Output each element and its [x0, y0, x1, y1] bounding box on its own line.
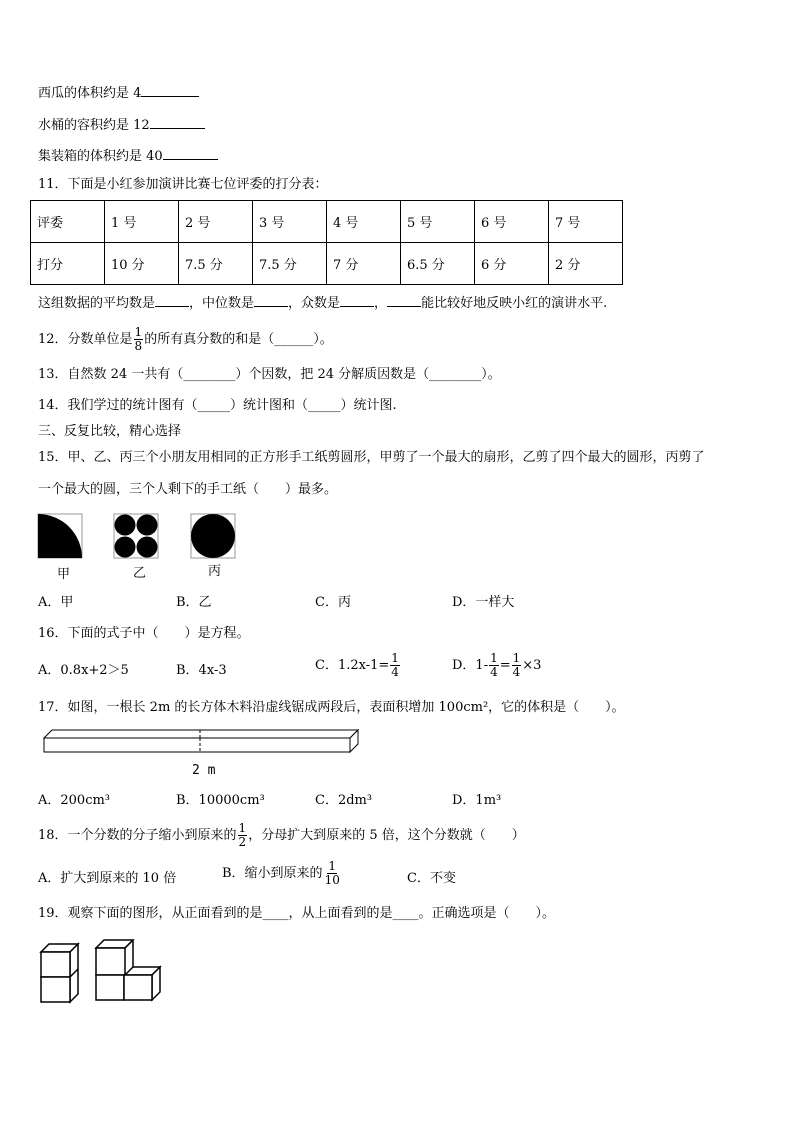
fraction-denominator: 4	[490, 665, 498, 679]
option-b[interactable]: B．10000cm³	[176, 793, 265, 808]
q11-question	[38, 293, 607, 313]
q11-text: ，	[374, 296, 388, 311]
q12-line	[38, 326, 333, 353]
answer-blank[interactable]	[254, 293, 288, 307]
two-cube-column	[41, 944, 78, 1002]
wood-beam-figure	[40, 726, 362, 756]
table-cell: 6.5 分	[401, 243, 475, 285]
score-table	[30, 200, 623, 285]
q12-text: 的所有真分数的和是（______）。	[144, 332, 333, 347]
q11-text: ，中位数是	[189, 296, 255, 311]
fraction	[134, 326, 144, 353]
option-text: ×3	[522, 658, 542, 673]
table-cell: 7 号	[549, 201, 623, 243]
option-d[interactable]	[452, 652, 541, 679]
fraction	[512, 652, 522, 679]
bucket-text: 水桶的容积约是 12	[38, 118, 150, 133]
fraction	[324, 860, 341, 887]
option-c[interactable]	[315, 652, 401, 679]
answer-blank[interactable]	[141, 83, 199, 97]
answer-blank[interactable]	[387, 293, 421, 307]
option-text: B．缩小到原来的	[222, 866, 323, 881]
fraction-denominator: 2	[238, 835, 247, 849]
option-b[interactable]	[222, 860, 342, 887]
q11-text: 能比较好地反映小红的演讲水平.	[421, 296, 608, 311]
table-cell: 评委	[31, 201, 105, 243]
table-cell: 打分	[31, 243, 105, 285]
fraction-numerator: 1	[512, 651, 521, 665]
shape-caption: 乙	[133, 566, 147, 581]
q11-text: ，众数是	[288, 296, 341, 311]
table-cell: 6 分	[475, 243, 549, 285]
option-a[interactable]: A．0.8x+2＞5	[38, 663, 129, 678]
q17-stem: 17．如图，一根长 2m 的长方体木料沿虚线锯成两段后，表面积增加 100cm²，它的体积是（ ）。	[38, 700, 625, 715]
option-d[interactable]: D．一样大	[452, 595, 515, 610]
q13-line: 13．自然数 24 一共有（________）个因数，把 24 分解质因数是（________）。	[38, 367, 501, 382]
three-cube-l-shape	[96, 940, 160, 1000]
fraction-numerator: 1	[238, 821, 247, 835]
q19-line: 19．观察下面的图形，从正面看到的是____，从上面看到的是____。正确选项是（ ）。	[38, 906, 556, 921]
table-row	[31, 201, 623, 243]
q15-line1: 15．甲、乙、丙三个小朋友用相同的正方形手工纸剪圆形，甲剪了一个最大的扇形，乙剪了四个最大的圆形，丙剪了	[38, 450, 705, 465]
fraction-denominator: 8	[134, 339, 143, 353]
fraction-numerator: 1	[134, 325, 143, 339]
table-cell: 3 号	[253, 201, 327, 243]
container-line	[38, 146, 218, 166]
table-cell: 2 分	[549, 243, 623, 285]
fraction-numerator: 1	[391, 651, 399, 665]
table-cell: 7.5 分	[179, 243, 253, 285]
option-d[interactable]: D．1m³	[452, 793, 502, 808]
q18-text: ，分母扩大到原来的 5 倍，这个分数就（ ）	[248, 828, 525, 843]
q12-text: 12．分数单位是	[38, 332, 133, 347]
fraction-numerator: 1	[328, 859, 337, 873]
paper-shapes-figure	[36, 512, 251, 562]
q18-text: 18．一个分数的分子缩小到原来的	[38, 828, 237, 843]
table-cell: 7.5 分	[253, 243, 327, 285]
option-b[interactable]: B．乙	[176, 595, 212, 610]
table-cell: 6 号	[475, 201, 549, 243]
table-row	[31, 243, 623, 285]
answer-blank[interactable]	[163, 146, 218, 160]
option-c[interactable]: C．丙	[315, 595, 351, 610]
option-c[interactable]: C．2dm³	[315, 793, 373, 808]
table-cell: 10 分	[105, 243, 179, 285]
q18-line	[38, 822, 525, 849]
option-c[interactable]: C．不变	[407, 871, 456, 886]
table-cell: 4 号	[327, 201, 401, 243]
single-circle-shape	[191, 514, 235, 558]
bucket-line	[38, 115, 205, 135]
option-a[interactable]: A．甲	[38, 595, 74, 610]
watermelon-line	[38, 83, 199, 103]
answer-blank[interactable]	[155, 293, 189, 307]
section-heading: 三、反复比较，精心选择	[38, 424, 182, 439]
watermelon-text: 西瓜的体积约是 4	[38, 86, 142, 101]
table-cell: 5 号	[401, 201, 475, 243]
q11-text: 这组数据的平均数是	[38, 296, 156, 311]
four-circles-shape	[114, 514, 158, 558]
fraction-denominator: 4	[391, 665, 399, 679]
q15-line2: 一个最大的圆，三个人剩下的手工纸（ ）最多。	[38, 482, 338, 497]
shape-caption: 丙	[208, 564, 222, 579]
q11-stem: 11．下面是小红参加演讲比赛七位评委的打分表：	[38, 177, 328, 192]
fraction	[390, 652, 400, 679]
fraction-numerator: 1	[490, 651, 498, 665]
option-text: =	[499, 658, 511, 673]
fraction	[238, 822, 248, 849]
option-text: D．1-	[452, 658, 489, 673]
q14-line: 14．我们学过的统计图有（_____）统计图和（_____）统计图.	[38, 398, 397, 413]
shape-caption: 甲	[57, 567, 71, 582]
fraction-denominator: 4	[512, 665, 521, 679]
table-cell: 2 号	[179, 201, 253, 243]
answer-blank[interactable]	[340, 293, 374, 307]
container-text: 集装箱的体积约是 40	[38, 149, 163, 164]
table-cell: 7 分	[327, 243, 401, 285]
q16-stem: 16．下面的式子中（ ）是方程。	[38, 626, 250, 641]
option-text: C．1.2x-1=	[315, 658, 390, 673]
fraction	[489, 652, 499, 679]
table-cell: 1 号	[105, 201, 179, 243]
quarter-circle-shape	[38, 514, 82, 558]
answer-blank[interactable]	[150, 115, 205, 129]
cube-stacks-figure	[38, 936, 163, 1006]
option-a[interactable]: A．扩大到原来的 10 倍	[38, 871, 177, 886]
option-a[interactable]: A．200cm³	[38, 793, 111, 808]
beam-length-label: 2 m	[192, 763, 216, 778]
option-b[interactable]: B．4x-3	[176, 663, 227, 678]
fraction-denominator: 10	[324, 873, 340, 887]
